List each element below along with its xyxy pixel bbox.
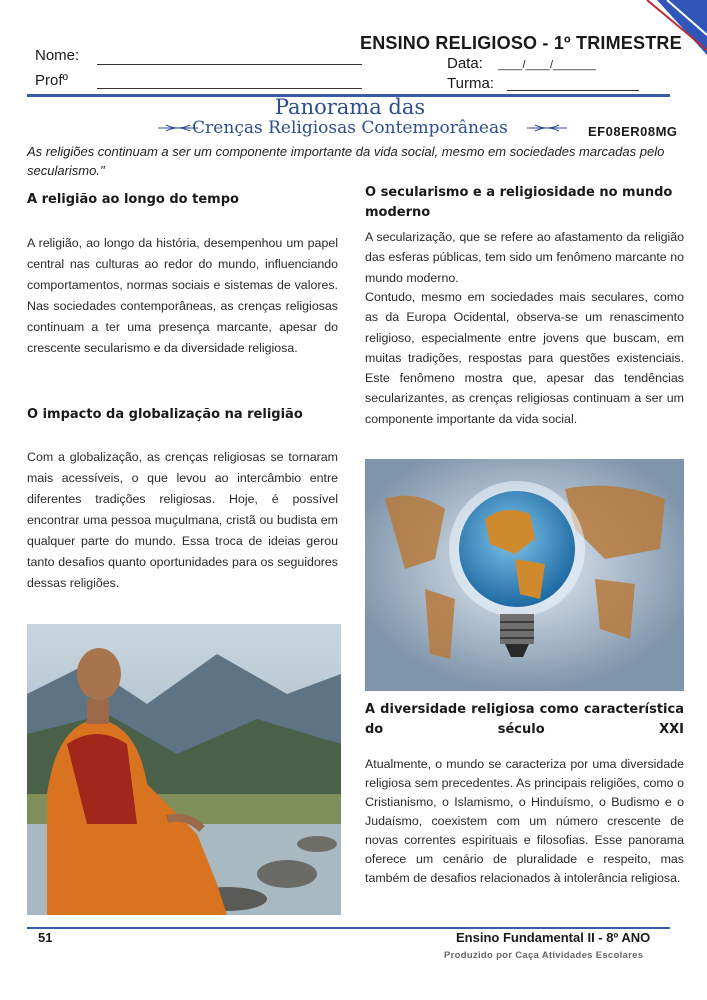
nome-field[interactable]: [97, 64, 362, 65]
footer-divider: [27, 927, 670, 929]
section-text-secularism-b: Contudo, mesmo em sociedades mais seculares, como as da Europa Ocidental, observa-se um renascimento religioso, especialmente entre jovens que buscam, em muitas tradições, respostas para questões existenciais. Este fenômeno mostra que, apesar das tendências secularizantes, as crenças religiosas continuam a ser um componente importante da vida social.: [365, 290, 684, 426]
globe-lightbulb-image: [365, 459, 684, 691]
section-text-religion-over-time: A religião, ao longo da história, desempenhou um papel central nas culturas ao redor do mundo, influenciando comportamentos, normas sociais e sistemas de valores. Nas sociedades contemporâneas, as crenças religiosas continuam a ter uma presença marcante, apesar do crescente secularismo e da diversidade religiosa.: [27, 236, 338, 355]
turma-field[interactable]: [507, 90, 639, 91]
section-title-secularism: O secularismo e a religiosidade no mundo moderno: [365, 185, 673, 220]
left-ornament-icon: [158, 123, 206, 133]
worksheet-title: ENSINO RELIGIOSO - 1º TRIMESTRE: [360, 33, 682, 53]
section-text-globalization: Com a globalização, as crenças religiosas se tornaram mais acessíveis, o que levou ao intercâmbio entre diferentes tradições religiosas. Hoje, é possível encontrar uma pessoa muçulmana, cristã ou budista em qualquer parte do mundo. Essa troca de ideias gerou tanto desafios quanto oportunidades para os seguidores dessas religiões.: [27, 450, 338, 590]
section-title-globalization: O impacto da globalização na religião: [27, 407, 303, 422]
right-ornament-icon: [519, 123, 567, 133]
title-banner: [150, 96, 550, 138]
prof-field[interactable]: [97, 88, 362, 89]
prof-label: Profº: [35, 72, 68, 89]
section-text-secularism-a: A secularização, que se refere ao afastamento da religião das esferas públicas, tem sido um fenômeno marcante no mundo moderno.: [365, 230, 684, 285]
banner-line-1: Panorama das: [274, 95, 426, 119]
skill-code: EF08ER08MG: [588, 124, 678, 139]
footer-credit: Produzido por Caça Atividades Escolares: [444, 950, 644, 961]
section-title-religion-over-time: A religião ao longo do tempo: [27, 192, 239, 207]
meditating-monk-image: [27, 624, 341, 915]
data-field[interactable]: ____/____/_______: [498, 59, 596, 71]
footer-level: Ensino Fundamental II - 8º ANO: [456, 930, 651, 945]
page-number: 51: [38, 930, 53, 945]
section-text-diversity: Atualmente, o mundo se caracteriza por uma diversidade religiosa sem precedentes. As principais religiões, como o Cristianismo, o Islamismo, o Hinduísmo, o Budismo e o Judaísmo, coexistem com um número crescente de novas correntes espirituais e filosofias. Esse panorama oferece um cenário de pluralidade e respeito, mas também de desafios relacionados à intolerância religiosa.: [365, 757, 684, 885]
data-label: Data:: [447, 55, 483, 72]
intro-quote: As religiões continuam a ser um componente importante da vida social, mesmo em sociedades marcadas pelo secularismo.": [27, 144, 665, 178]
banner-line-2: Crenças Religiosas Contemporâneas: [192, 118, 508, 138]
section-title-diversity: A diversidade religiosa como característica do século XXI: [365, 702, 684, 737]
nome-label: Nome:: [35, 47, 80, 64]
turma-label: Turma:: [447, 75, 494, 92]
